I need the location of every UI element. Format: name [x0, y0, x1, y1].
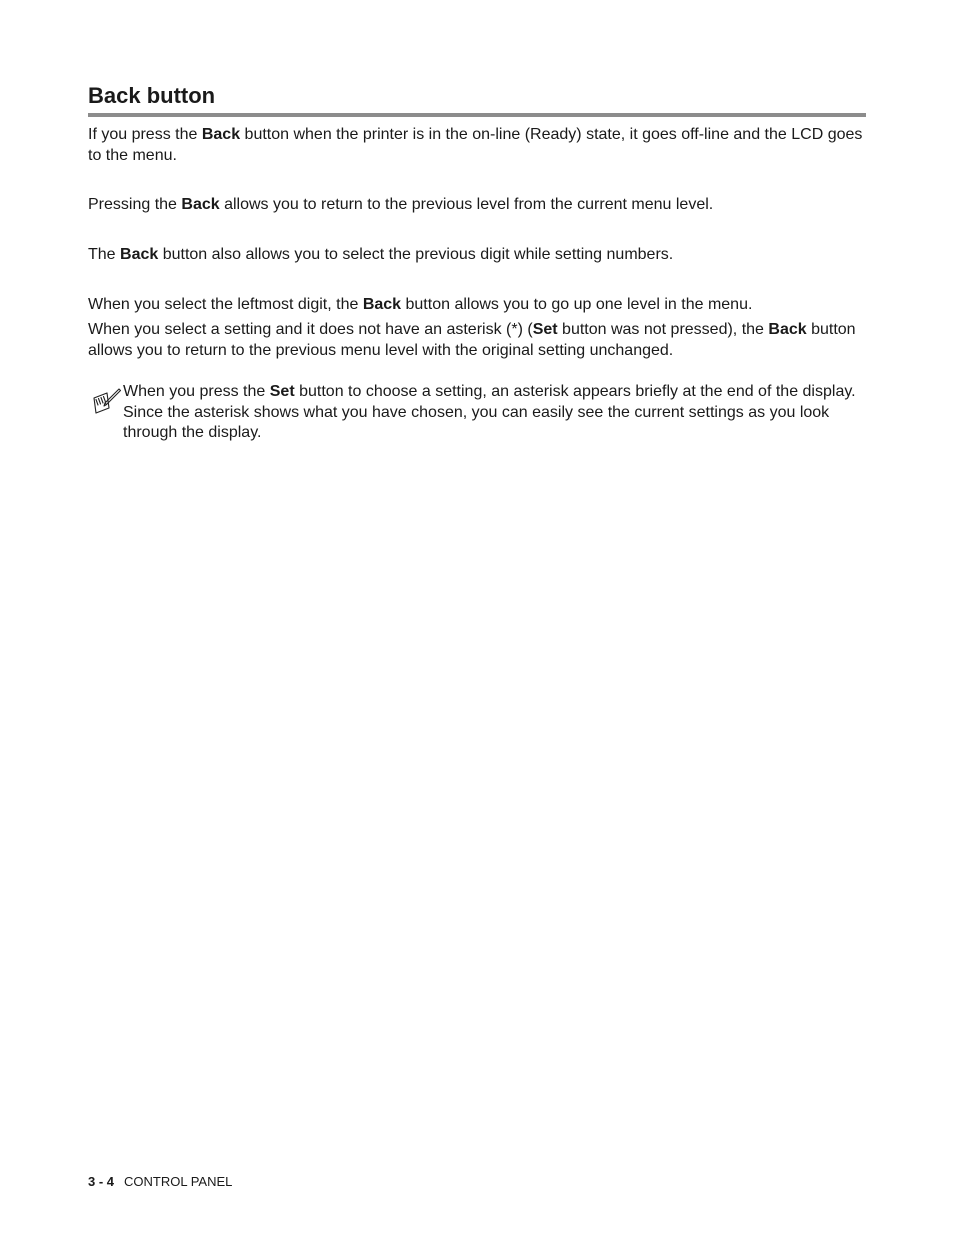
text-run: button was not pressed), the	[557, 321, 769, 338]
bold-term: Set	[269, 383, 295, 400]
chapter-name: CONTROL PANEL	[124, 1174, 233, 1189]
text-run: Pressing the	[88, 196, 182, 213]
paragraph-asterisk-setting	[88, 320, 868, 361]
text-run: button also allows you to select the previous digit while setting numbers.	[158, 246, 674, 263]
heading-rule	[88, 113, 866, 117]
text-run: When you press the	[123, 383, 270, 400]
text-run: When you select the leftmost digit, the	[88, 296, 363, 313]
text-run: button allows you to return to the previous menu level with the original setting unchanged.	[88, 321, 856, 359]
text-run: If you press the	[88, 126, 202, 143]
bold-term: Back	[120, 246, 159, 263]
bold-term: Back	[768, 321, 807, 338]
text-run: allows you to return to the previous level from the current menu level.	[219, 196, 714, 213]
text-run: button allows you to go up one level in the menu.	[401, 296, 753, 313]
section-title: Back button	[88, 83, 216, 108]
note-pencil-icon	[91, 386, 121, 416]
bold-term: Set	[532, 321, 558, 338]
page-footer	[88, 1174, 232, 1190]
paragraph-previous-digit	[88, 245, 868, 266]
page-number: 3 - 4	[88, 1174, 115, 1189]
text-run: The	[88, 246, 121, 263]
bold-term: Back	[181, 196, 220, 213]
paragraph-previous-level	[88, 195, 868, 216]
paragraph-offline	[88, 125, 868, 166]
bold-term: Back	[201, 126, 241, 143]
text-run: button to choose a setting, an asterisk appears briefly at the end of the display. Since the asterisk shows what you have chosen, you can easily see the current settings as you look through the display.	[123, 383, 856, 441]
paragraph-leftmost-digit	[88, 295, 868, 316]
text-run: button when the printer is in the on-line (Ready) state, it goes off-line and the LCD goes to the menu.	[88, 126, 863, 164]
note-text	[123, 382, 868, 444]
text-run: When you select a setting and it does not have an asterisk (*) (	[88, 321, 533, 338]
bold-term: Back	[362, 296, 402, 313]
